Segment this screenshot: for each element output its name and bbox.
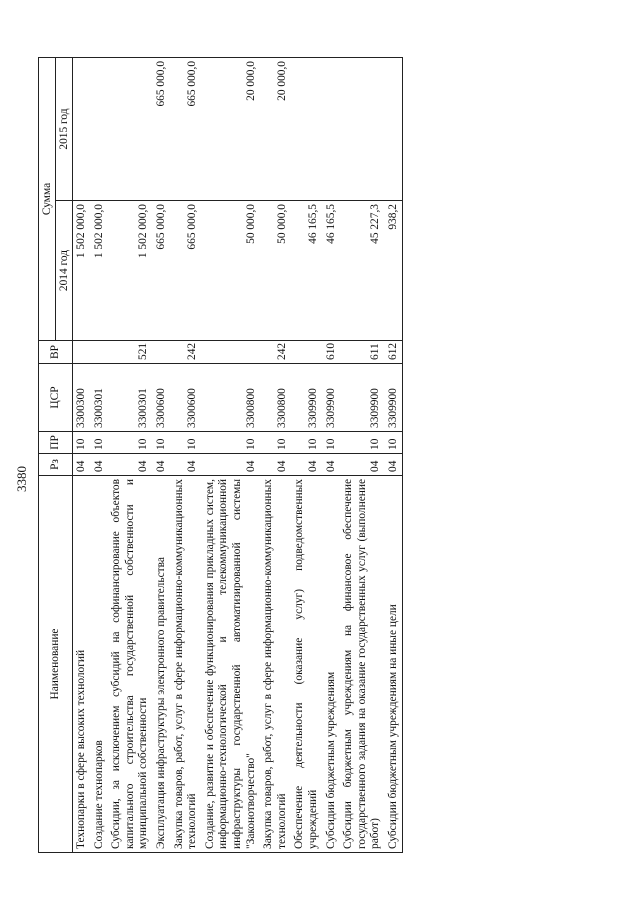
cell-vr: 242	[171, 341, 202, 364]
cell-2014: 938,2	[385, 201, 403, 341]
cell-2014: 1 502 000,0	[91, 201, 109, 341]
cell-csr: 3300600	[153, 364, 171, 432]
header-sum: Сумма	[39, 57, 56, 340]
cell-2014: 50 000,0	[202, 201, 260, 341]
header-row	[39, 57, 56, 852]
table-row	[202, 57, 260, 852]
table-row	[291, 57, 322, 852]
cell-rz: 04	[108, 454, 153, 476]
table-row	[108, 57, 153, 852]
cell-pr: 10	[385, 432, 403, 454]
cell-2015	[108, 57, 153, 200]
cell-csr: 3300301	[108, 364, 153, 432]
cell-name: Субсидии бюджетным учреждениям	[323, 476, 341, 853]
cell-2014: 46 165,5	[291, 201, 322, 341]
cell-rz: 04	[171, 454, 202, 476]
cell-vr	[202, 341, 260, 364]
cell-vr	[73, 341, 91, 364]
cell-pr: 10	[91, 432, 109, 454]
cell-2014: 45 227,3	[340, 201, 385, 341]
table-row	[340, 57, 385, 852]
header-csr: ЦСР	[39, 364, 73, 432]
cell-vr: 611	[340, 341, 385, 364]
header-pr: ПР	[39, 432, 73, 454]
page-number: 3380	[14, 466, 29, 492]
cell-rz: 04	[340, 454, 385, 476]
cell-name: Технопарки в сфере высоких технологий	[73, 476, 91, 853]
cell-2015	[385, 57, 403, 200]
table-row	[171, 57, 202, 852]
cell-pr: 10	[202, 432, 260, 454]
cell-csr: 3300600	[171, 364, 202, 432]
cell-2014: 665 000,0	[171, 201, 202, 341]
table-row	[73, 57, 91, 852]
header-2014: 2014 год	[56, 201, 73, 341]
cell-csr: 3309900	[291, 364, 322, 432]
cell-2014: 665 000,0	[153, 201, 171, 341]
budget-table	[38, 57, 403, 853]
cell-2014: 1 502 000,0	[73, 201, 91, 341]
cell-vr	[291, 341, 322, 364]
cell-2015: 665 000,0	[171, 57, 202, 200]
cell-pr: 10	[340, 432, 385, 454]
header-2015: 2015 год	[56, 57, 73, 200]
cell-name: Закупка товаров, работ, услуг в сфере информационно-коммуникационных технологий	[171, 476, 202, 853]
header-rz: Рз	[39, 454, 73, 476]
cell-2015	[323, 57, 341, 200]
cell-rz: 04	[291, 454, 322, 476]
cell-pr: 10	[171, 432, 202, 454]
cell-rz: 04	[153, 454, 171, 476]
cell-csr: 3300301	[91, 364, 109, 432]
cell-pr: 10	[260, 432, 291, 454]
cell-vr: 612	[385, 341, 403, 364]
cell-pr: 10	[73, 432, 91, 454]
cell-name: Субсидии, за исключением субсидий на софинансирование объектов капитального строительства государственной собственности и муниципальной собственности	[108, 476, 153, 853]
cell-2015	[91, 57, 109, 200]
header-vr: ВР	[39, 341, 73, 364]
cell-pr: 10	[323, 432, 341, 454]
table-row	[91, 57, 109, 852]
cell-2015	[73, 57, 91, 200]
cell-rz: 04	[260, 454, 291, 476]
cell-2014: 46 165,5	[323, 201, 341, 341]
cell-name: Создание, развитие и обеспечение функционирования прикладных систем, информационно-технологической и телекоммуникационной инфраструктуры государственной автоматизированной системы "Законотворчество"	[202, 476, 260, 853]
cell-vr: 521	[108, 341, 153, 364]
cell-rz: 04	[323, 454, 341, 476]
cell-csr: 3300800	[202, 364, 260, 432]
cell-vr: 242	[260, 341, 291, 364]
cell-rz: 04	[385, 454, 403, 476]
table-body	[73, 57, 403, 852]
rotated-page	[0, 53, 618, 905]
cell-pr: 10	[291, 432, 322, 454]
cell-csr: 3309900	[340, 364, 385, 432]
cell-name: Субсидии бюджетным учреждениям на иные цели	[385, 476, 403, 853]
cell-2015	[340, 57, 385, 200]
table-row	[153, 57, 171, 852]
cell-name: Субсидии бюджетным учреждениям на финансовое обеспечение государственного задания на оказание государственных услуг (выполнение работ)	[340, 476, 385, 853]
cell-vr: 610	[323, 341, 341, 364]
cell-vr	[91, 341, 109, 364]
cell-2015: 20 000,0	[260, 57, 291, 200]
table-row	[323, 57, 341, 852]
cell-name: Эксплуатация инфраструктуры электронного правительства	[153, 476, 171, 853]
cell-name: Обеспечение деятельности (оказание услуг) подведомственных учреждений	[291, 476, 322, 853]
table-row	[260, 57, 291, 852]
cell-pr: 10	[108, 432, 153, 454]
cell-name: Закупка товаров, работ, услуг в сфере информационно-коммуникационных технологий	[260, 476, 291, 853]
cell-vr	[153, 341, 171, 364]
cell-2015: 20 000,0	[202, 57, 260, 200]
header-name: Наименование	[39, 476, 73, 853]
table-row	[385, 57, 403, 852]
cell-rz: 04	[202, 454, 260, 476]
cell-name: Создание технопарков	[91, 476, 109, 853]
cell-2014: 50 000,0	[260, 201, 291, 341]
cell-csr: 3309900	[385, 364, 403, 432]
cell-csr: 3300800	[260, 364, 291, 432]
cell-rz: 04	[91, 454, 109, 476]
cell-rz: 04	[73, 454, 91, 476]
cell-csr: 3300300	[73, 364, 91, 432]
cell-2015: 665 000,0	[153, 57, 171, 200]
cell-2015	[291, 57, 322, 200]
cell-2014: 1 502 000,0	[108, 201, 153, 341]
cell-csr: 3309900	[323, 364, 341, 432]
cell-pr: 10	[153, 432, 171, 454]
